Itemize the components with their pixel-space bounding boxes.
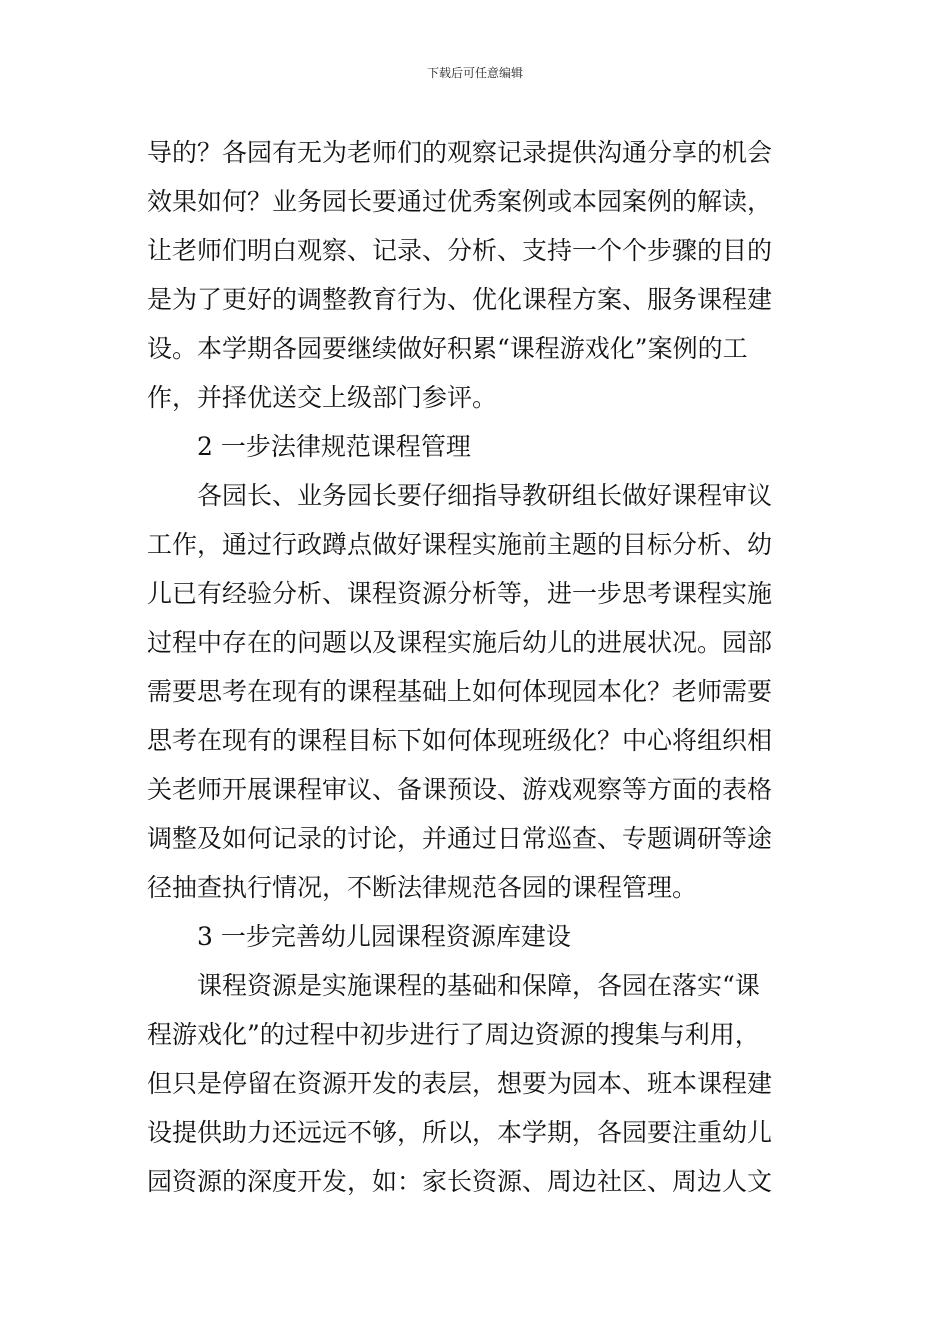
text-line: 但只是停留在资源开发的表层，想要为园本、班本课程建 <box>147 1069 773 1098</box>
text-line: 儿已有经验分析、课程资源分析等，进一步思考课程实施 <box>147 579 773 608</box>
text-line: 作，并择优送交上级部门参评。 <box>147 383 498 412</box>
page-header: 下载后可任意编辑 <box>426 66 523 80</box>
text-line: 径抽查执行情况，不断法律规范各园的课程管理。 <box>147 873 698 902</box>
text-line: 程游戏化”的过程中初步进行了周边资源的搜集与利用， <box>147 1020 760 1049</box>
text-line: 导的？各园有无为老师们的观察记录提供沟通分享的机会 <box>147 138 773 167</box>
text-line: 设提供助力还远远不够，所以，本学期，各园要注重幼儿 <box>147 1118 773 1147</box>
section-heading: 2 一步法律规范课程管理 <box>197 432 471 461</box>
text-line: 关老师开展课程审议、备课预设、游戏观察等方面的表格 <box>147 775 773 804</box>
text-line: 调整及如何记录的讨论，并通过日常巡查、专题调研等途 <box>147 824 773 853</box>
text-line: 思考在现有的课程目标下如何体现班级化？中心将组织相 <box>147 726 773 755</box>
text-line: 需要思考在现有的课程基础上如何体现园本化？老师需要 <box>147 677 773 706</box>
document-body <box>147 128 811 1206</box>
text-line: 效果如何？业务园长要通过优秀案例或本园案例的解读， <box>147 187 773 216</box>
section-heading: 3 一步完善幼儿园课程资源库建设 <box>197 922 571 951</box>
text-line: 是为了更好的调整教育行为、优化课程方案、服务课程建 <box>147 285 773 314</box>
paragraph-first-line: 各园长、业务园长要仔细指导教研组长做好课程审议 <box>197 481 773 510</box>
text-line: 园资源的深度开发，如：家长资源、周边社区、周边人文 <box>147 1167 773 1196</box>
paragraph-first-line: 课程资源是实施课程的基础和保障，各园在落实“课 <box>197 971 760 1000</box>
text-line: 设。本学期各园要继续做好积累“课程游戏化”案例的工 <box>147 334 748 363</box>
text-line: 让老师们明白观察、记录、分析、支持一个个步骤的目的 <box>147 236 773 265</box>
text-line: 过程中存在的问题以及课程实施后幼儿的进展状况。园部 <box>147 628 773 657</box>
text-line: 工作，通过行政蹲点做好课程实施前主题的目标分析、幼 <box>147 530 773 559</box>
